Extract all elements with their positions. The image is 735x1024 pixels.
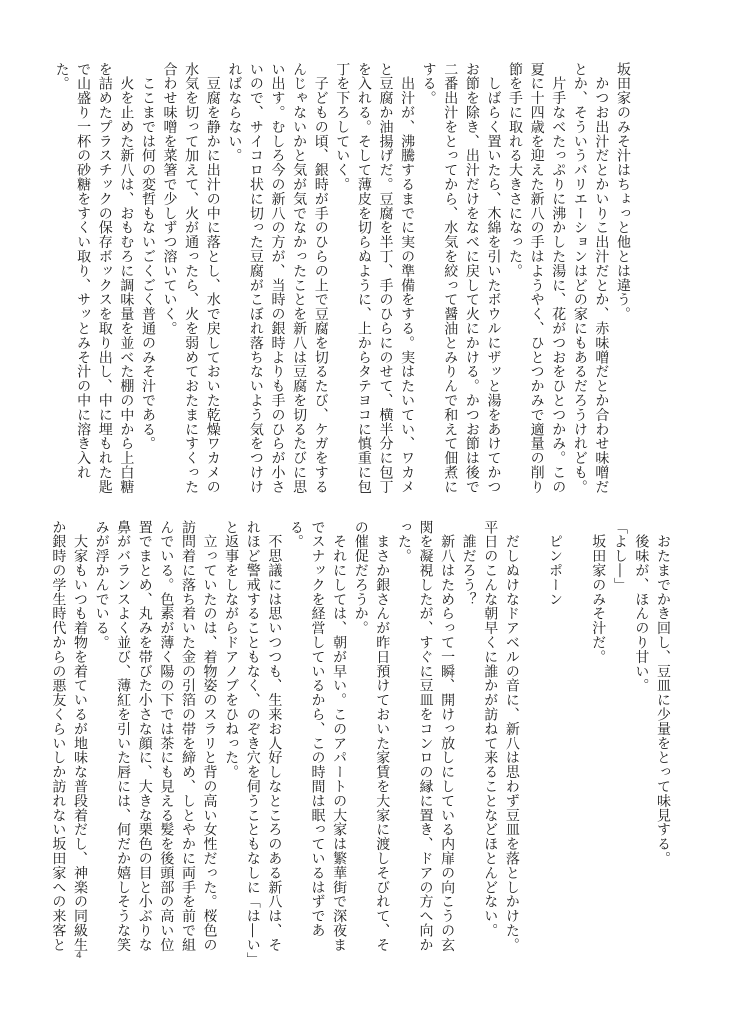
- lower-text-block: おたまでかき回し、豆皿に少量をとって味見する。 後味が、ほんのり甘い。 「よし―」 坂田家のみそ汁だ。 ピンポーン だしぬけなドアベルの音に、新八は思わず豆皿を落としかけた。平日のこんな朝早くに誰かが訪ねて来ることなどほとんどない。 誰だろう？ 新八はためらって一瞬、開けっ放しにしている内扉の向こうの玄関を凝視したが、すぐに豆皿をコンロの縁に置き、ドアの方へ向かった。 まさか銀さんが昨日預けておいた家賃を大家に渡しそびれて、その催促だろうか。 それにしては、朝が早い。このアパートの大家は繁華街で深夜までスナックを経営しているから、この時間は眠っているはずである。 不思議には思いつつも、生来お人好しなところのある新八は、それほど警戒することもなく、のぞき穴を伺うこともなしに「は―い」と返事をしながらドアノブをひねった。 立っていたのは、着物姿のスラリと背の高い女性だった。桜色の訪問着に落ち着いた金の引箔の帯を締め、しとやかに両手を前で組んでいる。色素が薄く陽の下では茶にも見える髪を後頭部の高い位置でまとめ、丸みを帯びた小さな顔に、大きな栗色の目と小ぶりな鼻がバランスよく並び、薄紅を引いた唇には、何だか嬉しそうな笑みが浮かんでいる。 大家もいつも着物を着ているが地味な普段着だし、神楽の同級生か銀時の学生時代からの悪友くらいしか訪れない坂田家への来客と: [50, 520, 671, 960]
- upper-text-block: 坂田家のみそ汁はちょっと他とは違う。 かつお出汁だとかいりこ出汁だとか、赤味噌だとか合わせ味噌だとか、そういうバリエーションはどの家にもあるだろうけれども。 片手なべたっぷりに沸かした湯に、花がつおをひとつかみ。この夏に十四歳を迎えた新八の手はようやく、ひとつかみで適量の削り節を手に取れる大きさになった。 しばらく置いたら、木綿を引いたボウルにザッと湯をあけてかつお節を除き、出汁だけをなべに戻して火にかける。かつお節は後で二番出汁をとってから、水気を絞って醤油とみりんで和えて佃煮にする。 出汁が、沸騰するまでに実の準備をする。実はたいてい、ワカメと豆腐か油揚げだ。豆腐を半丁、手のひらにのせて、横半分に包丁を入れる。そして薄皮を切らぬように、上からタテヨコに慎重に包丁を下ろしていく。 子どもの頃、銀時が手のひらの上で豆腐を切るたび、ケガをするんじゃないかと気が気でなかったことを新八は豆腐を切るたびに思い出す。むしろ今の新八の方が、当時の銀時よりも手のひらが小さいので、サイコロ状に切った豆腐がこぼれ落ちないよう気をつけければならない。 豆腐を静かに出汁の中に落とし、水で戻しておいた乾燥ワカメの水気を切って加えて、火が通ったら、火を弱めておたまにすくった合わせ味噌を菜箸で少しずつ溶いていく。 ここまでは何の変哲もないごくごく普通のみそ汁である。 火を止めた新八は、おもむろに調味量を並べた棚の中から上白糖を詰めたプラスチックの保存ボックスを取り出し、中に埋もれた匙で山盛り一杯の砂糖をすくい取り、サッとみそ汁の中に溶き入れた。: [53, 62, 631, 494]
- page-number: 4: [76, 951, 82, 961]
